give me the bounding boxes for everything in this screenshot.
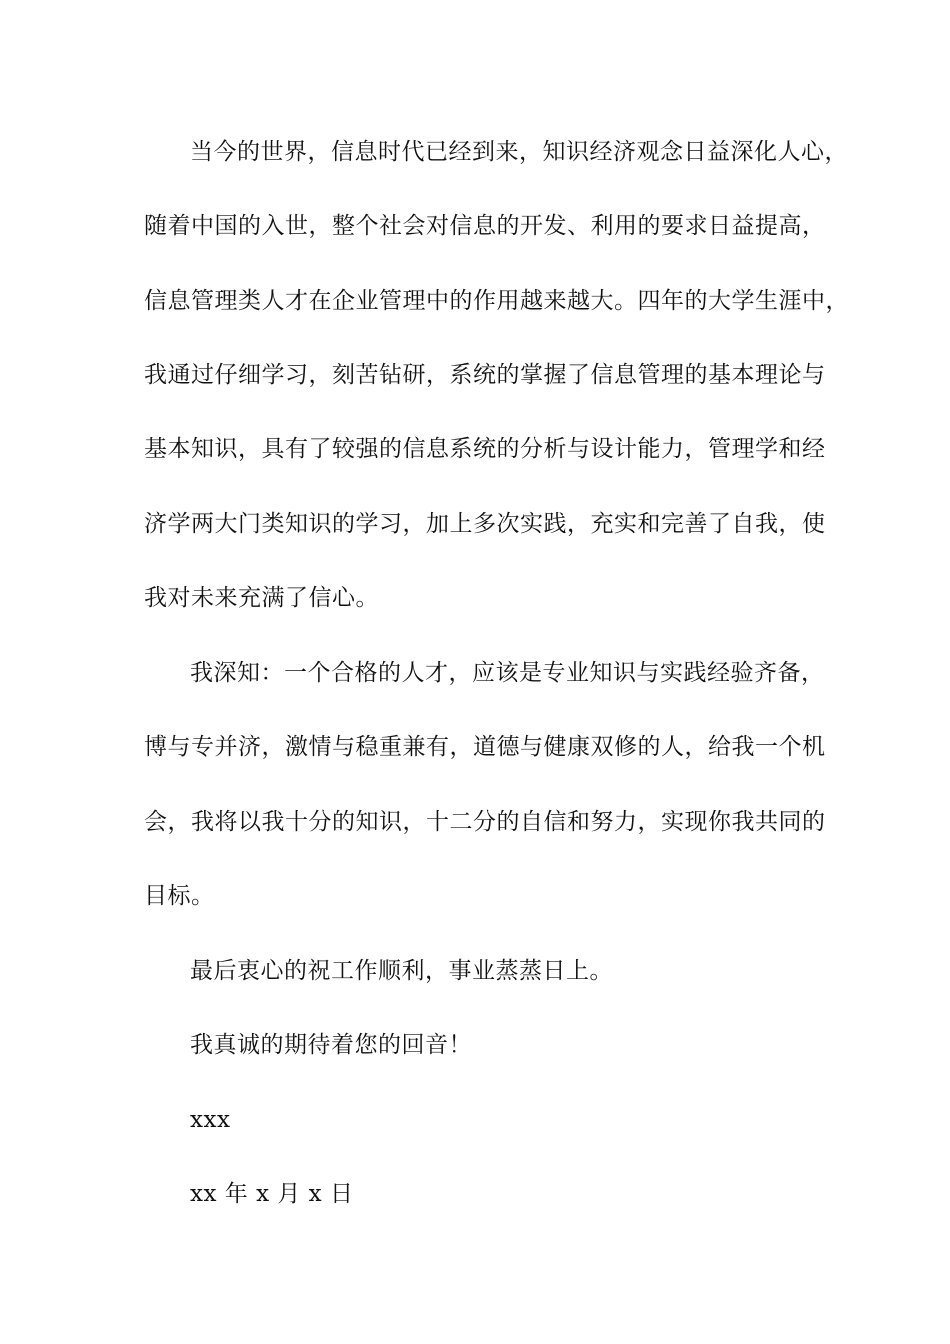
- closing-hope: 我真诚的期待着您的回音！: [190, 1032, 472, 1058]
- paragraph-1-line-5: 基本知识，具有了较强的信息系统的分析与设计能力，管理学和经: [144, 436, 826, 462]
- paragraph-2-line-4: 目标。: [144, 883, 215, 909]
- paragraph-1-line-2: 随着中国的入世，整个社会对信息的开发、利用的要求日益提高，: [144, 213, 826, 239]
- date-line: xx 年 x 月 x 日: [190, 1181, 354, 1207]
- paragraph-1-line-6: 济学两大门类知识的学习，加上多次实践，充实和完善了自我，使: [144, 511, 826, 537]
- signature: xxx: [190, 1107, 231, 1133]
- paragraph-2-line-1: 我深知：一个合格的人才，应该是专业知识与实践经验齐备，: [190, 660, 825, 686]
- closing-wish: 最后衷心的祝工作顺利，事业蒸蒸日上。: [190, 958, 613, 984]
- paragraph-2-line-2: 博与专并济，激情与稳重兼有，道德与健康双修的人，给我一个机: [144, 734, 826, 760]
- paragraph-1-line-4: 我通过仔细学习，刻苦钻研，系统的掌握了信息管理的基本理论与: [144, 362, 826, 388]
- paragraph-1-line-7: 我对未来充满了信心。: [144, 585, 379, 611]
- paragraph-2-line-3: 会，我将以我十分的知识，十二分的自信和努力，实现你我共同的: [144, 809, 826, 835]
- paragraph-1-line-3: 信息管理类人才在企业管理中的作用越来越大。四年的大学生涯中，: [144, 288, 849, 314]
- paragraph-1-line-1: 当今的世界，信息时代已经到来，知识经济观念日益深化人心，: [190, 139, 848, 165]
